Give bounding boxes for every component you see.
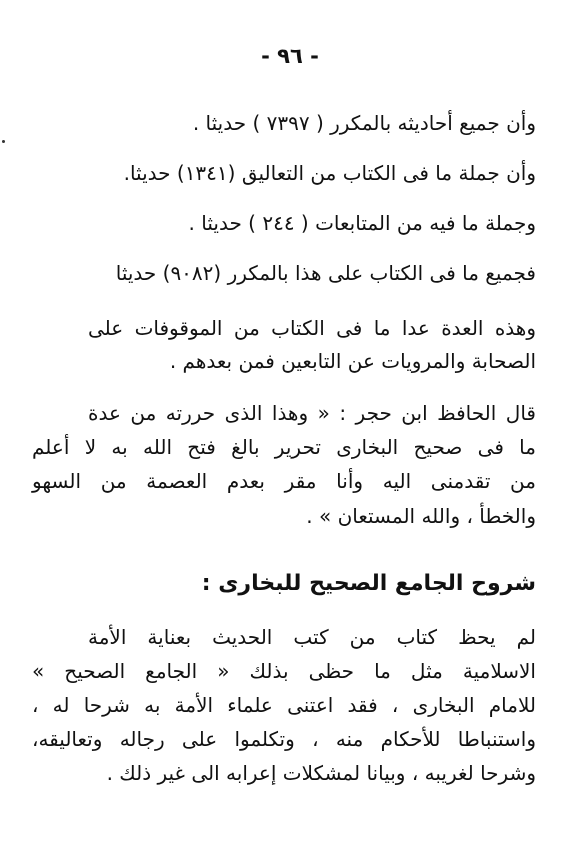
section-heading: شروح الجامع الصحيح للبخارى : <box>201 571 536 596</box>
paragraph-line: الاسلامية مثل ما حظى بذلك « الجامع الصحيح » <box>32 659 536 683</box>
paragraph-line: لم يحظ كتاب من كتب الحديث بعناية الأمة <box>88 625 536 649</box>
stat-line-total-repeated: وأن جميع أحاديثه بالمكرر ( ٧٣٩٧ ) حديثا . <box>192 111 536 135</box>
paragraph-line: وشرحا لغريبه ، وبيانا لمشكلات إعرابه الى غير ذلك . <box>106 761 536 785</box>
stat-line-taliq: وأن جملة ما فى الكتاب من التعاليق (١٣٤١) حديثا. <box>123 161 536 185</box>
margin-speck <box>2 140 5 143</box>
stat-line-grand-total: فجميع ما فى الكتاب على هذا بالمكرر (٩٠٨٢) حديثا <box>115 261 536 285</box>
quote-line: من تقدمنى اليه وأنا مقر بعدم العصمة من السهو <box>32 469 536 493</box>
paragraph-line: للامام البخارى ، فقد اعتنى علماء الأمة به شرحا له ، <box>32 693 536 717</box>
stat-line-mutabaat: وجملة ما فيه من المتابعات ( ٢٤٤ ) حديثا . <box>188 211 536 235</box>
quote-line: قال الحافظ ابن حجر : « وهذا الذى حررته من عدة <box>88 401 536 425</box>
paragraph-line: واستنباطا للأحكام منه ، وتكلموا على رجاله وتعاليقه، <box>32 727 536 751</box>
quote-line: والخطأ ، والله المستعان » . <box>306 504 536 528</box>
paragraph-line: وهذه العدة عدا ما فى الكتاب من الموقوفات على <box>88 316 536 340</box>
paragraph-line: الصحابة والمرويات عن التابعين فمن بعدهم . <box>169 349 536 373</box>
quote-line: ما فى صحيح البخارى تحرير بالغ فتح الله به لا أعلم <box>32 435 536 459</box>
page-number: - ٩٦ - <box>261 44 319 68</box>
